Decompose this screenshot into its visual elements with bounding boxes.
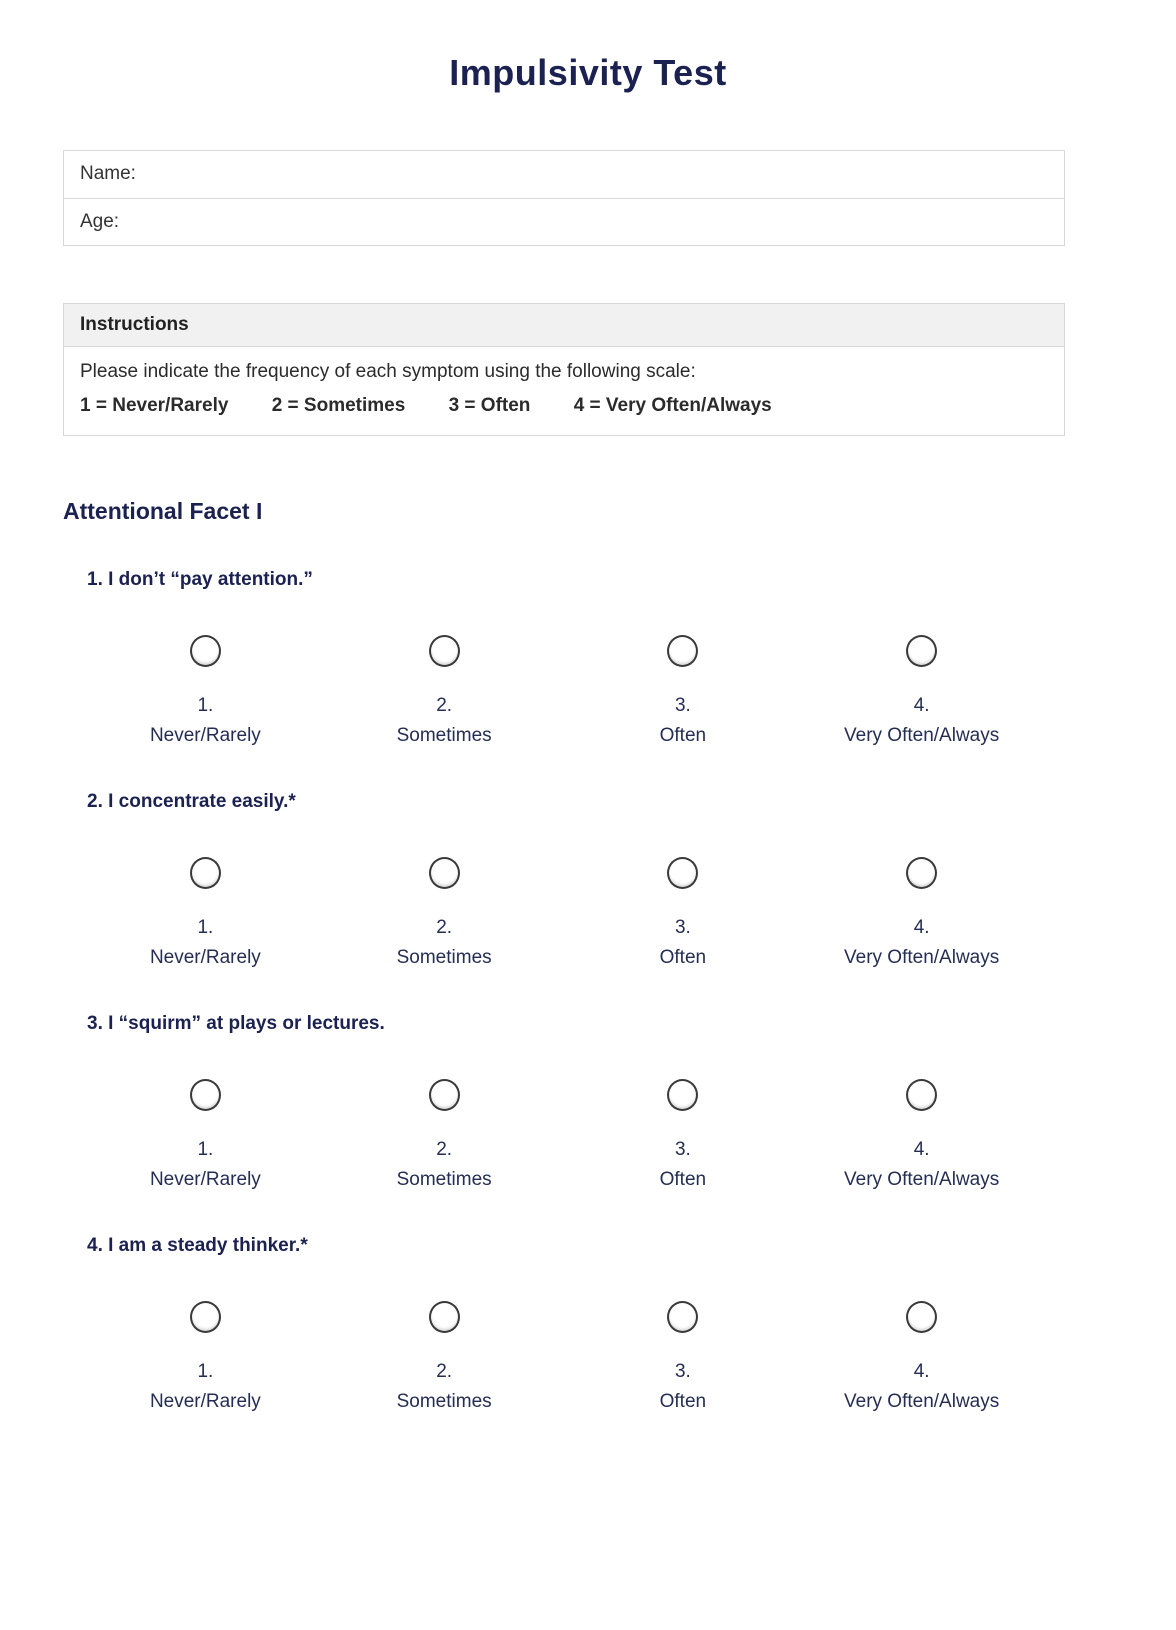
instructions-body [64,347,1064,435]
radio-button[interactable] [190,1301,221,1333]
question-block [0,569,1176,747]
radio-button[interactable] [190,1079,221,1111]
option-number: 1. [197,917,214,938]
question-block [0,791,1176,969]
radio-button[interactable] [906,1079,937,1111]
radio-button[interactable] [906,857,937,889]
option-number: 3. [674,695,691,716]
options-row [86,635,1041,747]
option-number: 2. [436,917,453,938]
option-number: 4. [913,695,930,716]
radio-button[interactable] [190,857,221,889]
option-label: Often [659,725,707,746]
option-column [802,635,1041,747]
option-column [325,1301,564,1413]
option-number: 3. [674,1139,691,1160]
option-label: Very Often/Always [844,1391,1000,1412]
option-label: Often [659,1169,707,1190]
option-column [802,857,1041,969]
option-label: Often [659,1391,707,1412]
option-number: 2. [436,695,453,716]
radio-button[interactable] [667,635,698,667]
option-label: Never/Rarely [149,1391,261,1412]
option-number: 3. [674,917,691,938]
instructions-box [63,303,1065,436]
option-label: Often [659,947,707,968]
instructions-header: Instructions [64,304,1064,347]
options-row [86,1301,1041,1413]
option-label: Sometimes [396,725,492,746]
option-number: 4. [913,1361,930,1382]
radio-button[interactable] [429,635,460,667]
option-column [325,857,564,969]
question-text: 1. I don’t “pay attention.” [87,569,313,590]
option-column [802,1301,1041,1413]
option-column [86,857,325,969]
option-number: 4. [913,917,930,938]
option-label: Never/Rarely [149,947,261,968]
question-block [0,1235,1176,1413]
radio-button[interactable] [667,857,698,889]
options-row [86,1079,1041,1191]
age-field[interactable] [64,198,1064,245]
radio-button[interactable] [667,1301,698,1333]
option-number: 1. [197,1139,214,1160]
option-label: Sometimes [396,1391,492,1412]
identity-fields [63,150,1065,246]
option-label: Very Often/Always [844,1169,1000,1190]
option-column [564,635,803,747]
question-text: 3. I “squirm” at plays or lectures. [87,1013,385,1034]
question-text: 2. I concentrate easily.* [87,791,296,812]
radio-button[interactable] [667,1079,698,1111]
radio-button[interactable] [906,635,937,667]
questions-list [0,569,1176,1413]
option-column [86,1079,325,1191]
option-column [564,1079,803,1191]
age-field-label: Age: [80,211,120,232]
option-column [325,1079,564,1191]
name-field-label: Name: [80,163,136,184]
question-text: 4. I am a steady thinker.* [87,1235,308,1256]
option-label: Very Often/Always [844,725,1000,746]
option-column [325,635,564,747]
option-column [802,1079,1041,1191]
option-column [86,1301,325,1413]
option-label: Sometimes [396,1169,492,1190]
option-label: Never/Rarely [149,725,261,746]
scale-item: 4 = Very Often/Always [573,395,772,416]
option-label: Very Often/Always [844,947,1000,968]
option-label: Sometimes [396,947,492,968]
name-field[interactable] [64,151,1064,198]
option-column [564,857,803,969]
options-row [86,857,1041,969]
option-column [86,635,325,747]
scale-legend [80,395,1048,417]
radio-button[interactable] [429,1301,460,1333]
option-number: 3. [674,1361,691,1382]
option-number: 1. [197,695,214,716]
radio-button[interactable] [429,857,460,889]
radio-button[interactable] [906,1301,937,1333]
radio-button[interactable] [190,635,221,667]
instructions-text: Please indicate the frequency of each symptom using the following scale: [80,361,696,382]
option-number: 2. [436,1361,453,1382]
option-label: Never/Rarely [149,1169,261,1190]
option-number: 4. [913,1139,930,1160]
page-title: Impulsivity Test [449,52,727,93]
option-number: 1. [197,1361,214,1382]
question-block [0,1013,1176,1191]
scale-item: 3 = Often [448,395,531,416]
scale-item: 2 = Sometimes [271,395,406,416]
option-number: 2. [436,1139,453,1160]
section-title: Attentional Facet I [63,498,263,524]
radio-button[interactable] [429,1079,460,1111]
scale-item: 1 = Never/Rarely [80,395,229,416]
option-column [564,1301,803,1413]
